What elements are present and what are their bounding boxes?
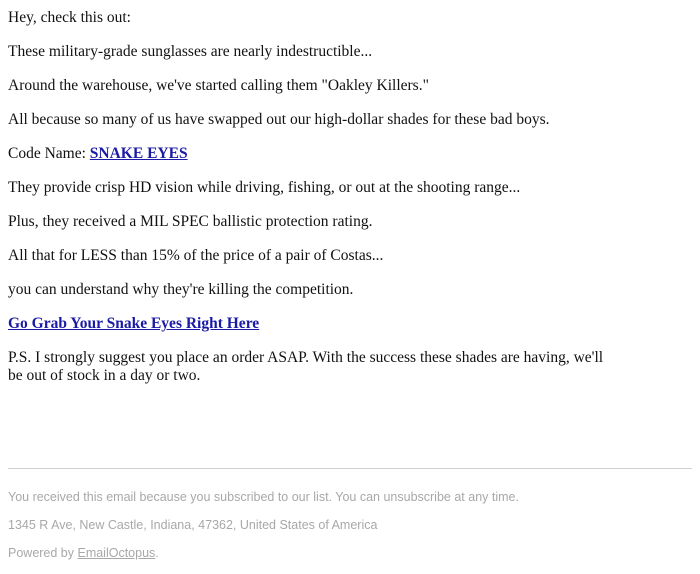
greeting-text: Hey, check this out: — [8, 9, 131, 26]
body-line-2: Around the warehouse, we've started calling them "Oakley Killers." — [8, 77, 429, 94]
code-name-line — [8, 145, 188, 163]
body-line-7: you can understand why they're killing the competition. — [8, 281, 354, 298]
body-line-1: These military-grade sunglasses are nearly indestructible... — [8, 43, 373, 60]
footer-divider — [8, 468, 692, 469]
go-grab-snake-eyes-link[interactable]: Go Grab Your Snake Eyes Right Here — [8, 315, 260, 332]
emailoctopus-link[interactable]: EmailOctopus — [77, 546, 156, 560]
cta-line — [8, 315, 259, 333]
body-line-4: They provide crisp HD vision while driving, fishing, or out at the shooting range... — [8, 179, 521, 196]
powered-by-line — [8, 545, 159, 561]
footer-address: 1345 R Ave, New Castle, Indiana, 47362, United States of America — [8, 518, 378, 532]
subscription-notice: You received this email because you subscribed to our list. You can unsubscribe at any time. — [8, 490, 519, 504]
body-line-3: All because so many of us have swapped out our high-dollar shades for these bad boys. — [8, 111, 550, 128]
powered-by-period: . — [155, 546, 159, 560]
powered-by-label: Powered by — [8, 546, 78, 560]
body-line-6: All that for LESS than 15% of the price of a pair of Costas... — [8, 247, 384, 264]
code-name-label: Code Name: — [8, 145, 90, 162]
ps-text: P.S. I strongly suggest you place an order ASAP. With the success these shades are having, we'll be out of stock in a day or two. — [8, 349, 604, 384]
body-line-5: Plus, they received a MIL SPEC ballistic protection rating. — [8, 213, 373, 230]
snake-eyes-link[interactable]: SNAKE EYES — [89, 145, 188, 162]
